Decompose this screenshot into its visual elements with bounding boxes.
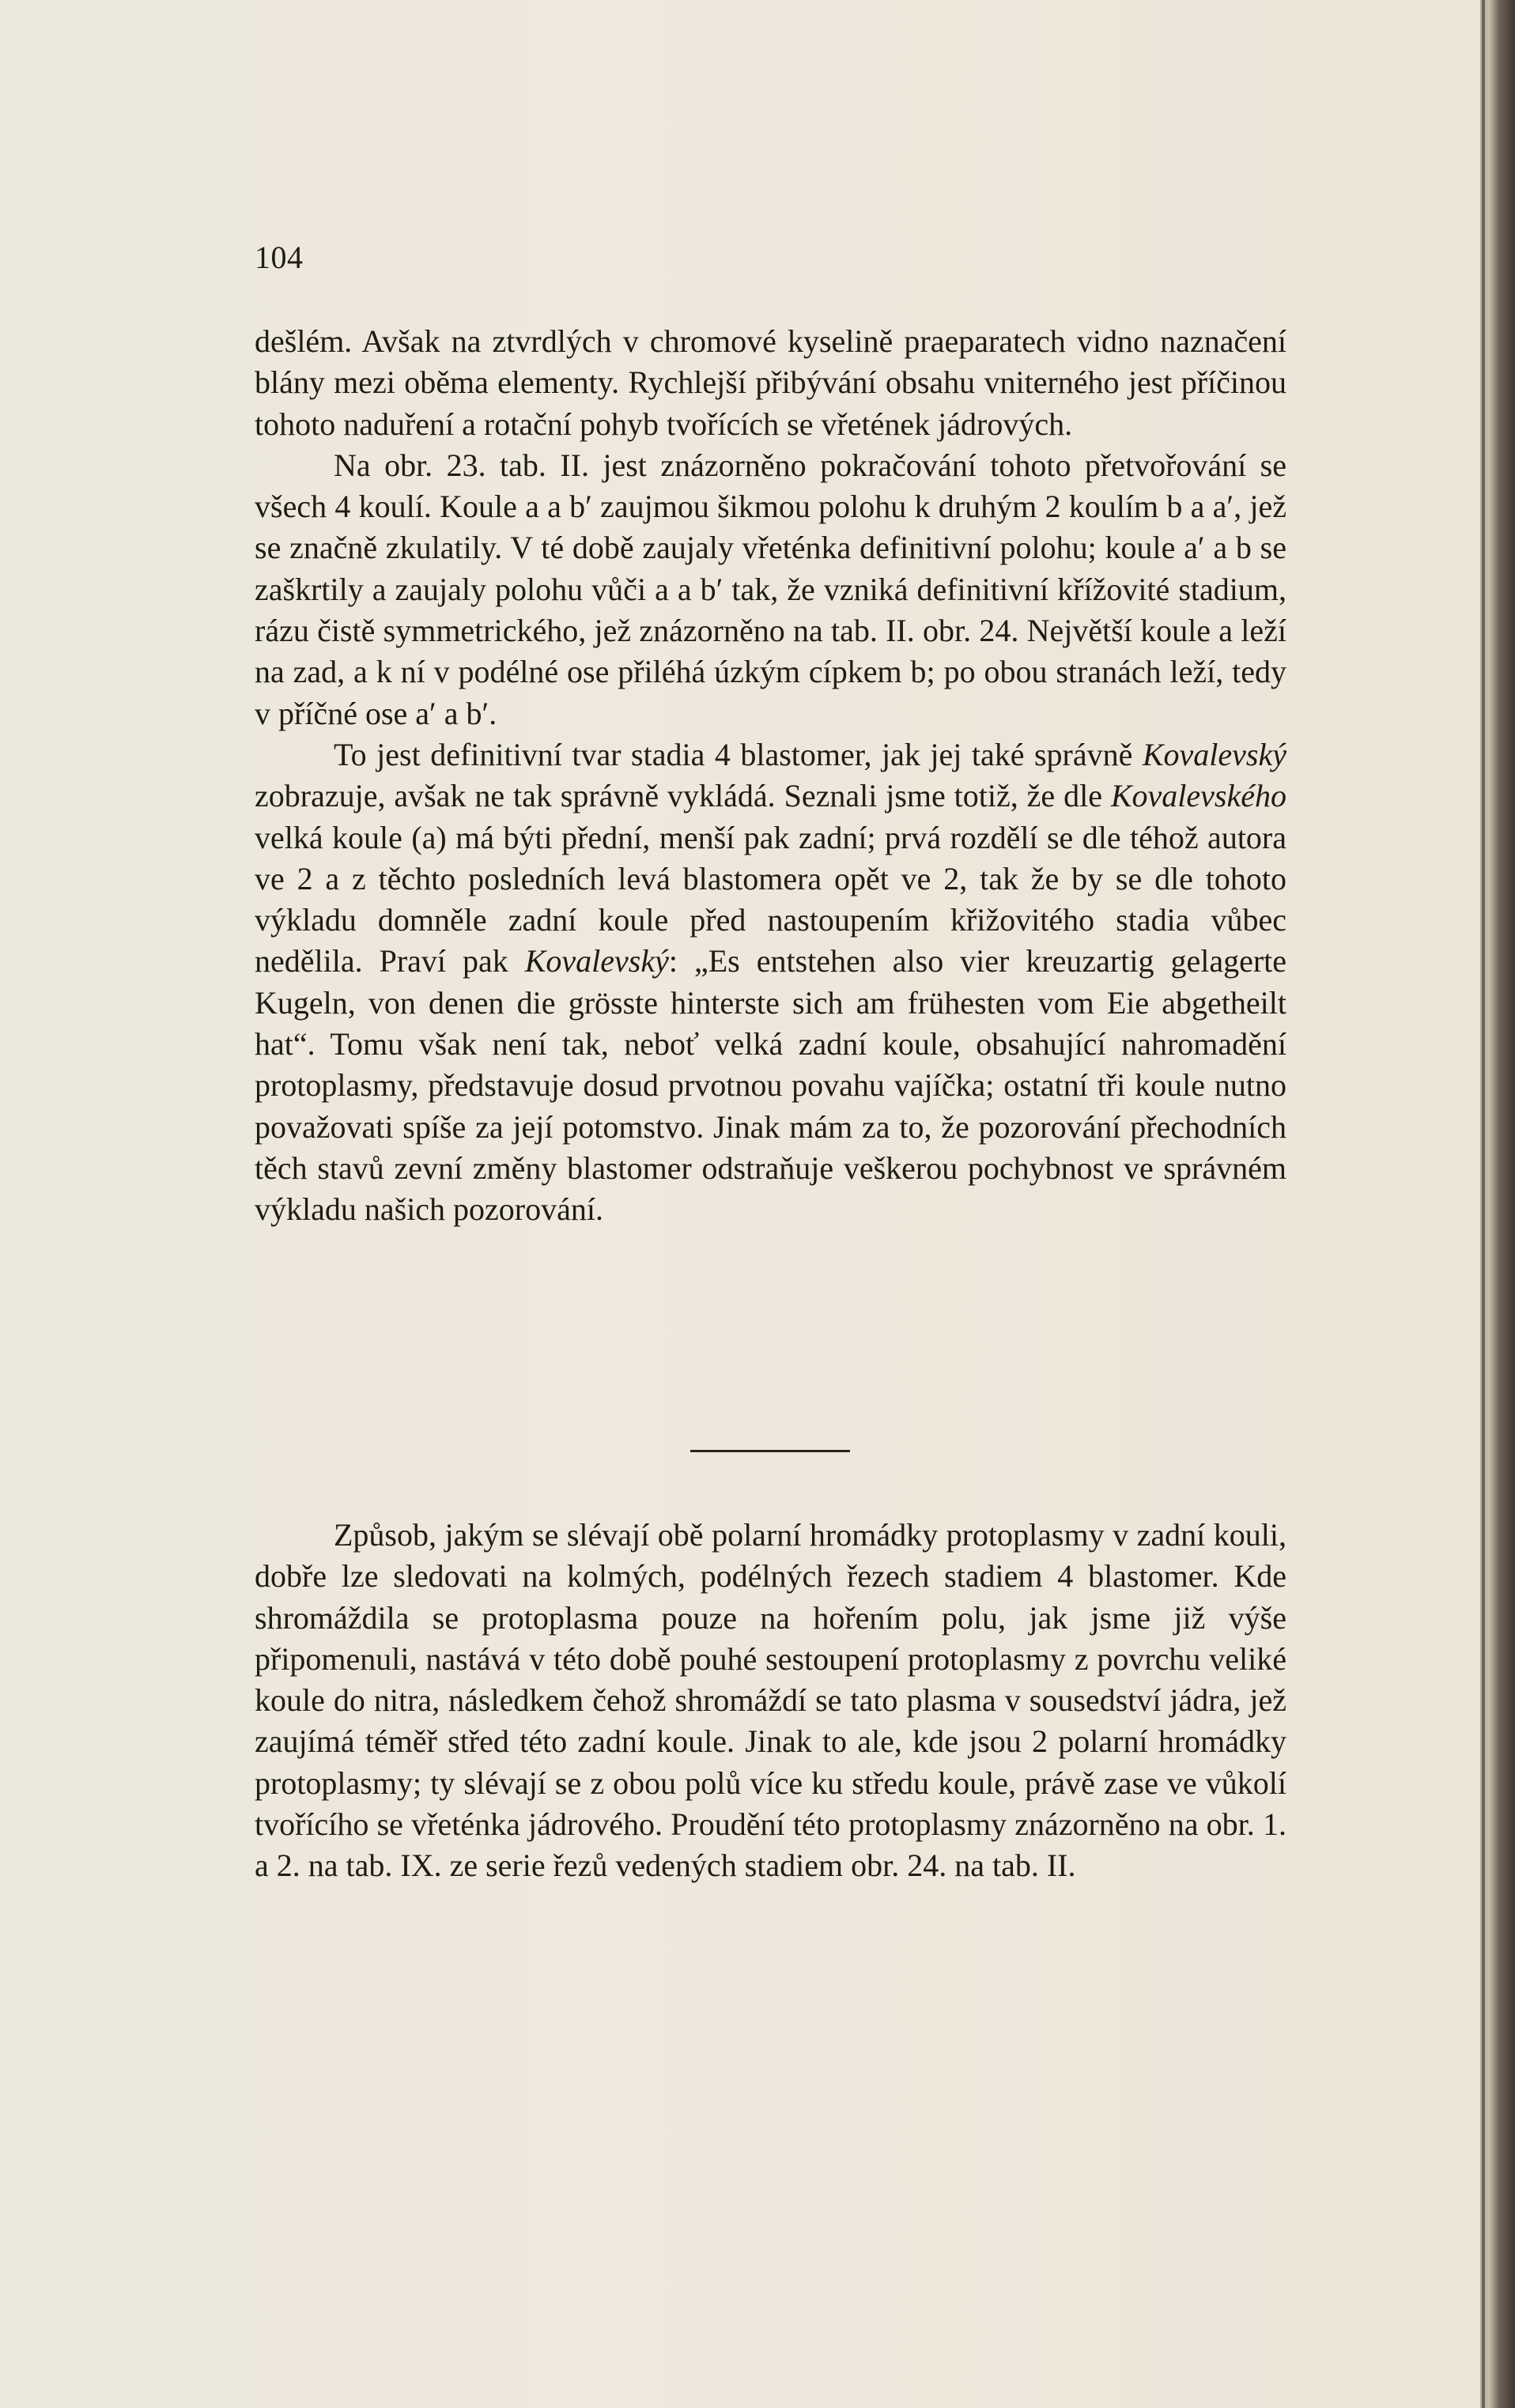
paragraph-4: Způsob, jakým se slévají obě polarní hromádky protoplasmy v zadní kouli, dobře lze sledovati na kolmých, podélných řezech stadiem 4 blastomer. Kde shromáždila se protoplasma pouze na hořením polu, jak jsme již výše připomenuli, nastává v této době pouhé sestoupení protoplasmy z povrchu veliké koule do nitra, následkem čehož shromáždí se tato plasma v sousedství jádra, jež zaujímá téměř střed této zadní koule. Jinak to ale, kde jsou 2 polarní hromádky protoplasmy; ty slévají se z obou polů více ku středu koule, právě zase ve vůkolí tvořícího se vřeténka jádrového. Proudění této protoplasmy znázorněno na obr. 1. a 2. na tab. IX. ze serie řezů vedených stadiem obr. 24. na tab. II. — [255, 1517, 1286, 1884]
author-kovalevsky-1: Kovalevský — [1142, 736, 1287, 772]
section-2 — [255, 1515, 1286, 1887]
page-number: 104 — [255, 240, 304, 275]
paragraph-3-text-d: : „Es entstehen also vier kreuzartig gelagerte Kugeln, von denen die grösste hinterste sich am frühesten vom Eie abgetheilt hat“. Tomu však není tak, neboť velká zadní koule, obsahující nahromadění protoplasmy, představuje dosud prvotnou povahu vajíčka; ostatní tři koule nutno považovati spíše za její potomstvo. Jinak mám za to, že pozorování přechodních těch stavů zevní změny blastomer odstraňuje veškerou pochybnost ve správném výkladu našich pozorování. — [255, 943, 1287, 1228]
section-divider — [690, 1450, 850, 1452]
binding-shadow-line — [1482, 0, 1485, 2408]
author-kovalevsky-2: Kovalevský — [524, 943, 669, 979]
paragraph-3-text-b: zobrazuje, avšak ne tak správně vykládá. Seznali jsme totiž, že dle — [255, 778, 1102, 814]
paragraph-1: dešlém. Avšak na ztvrdlých v chromové kyselině praeparatech vidno naznačení blány mezi oběma elementy. Rychlejší přibývání obsahu vniterného jest příčinou tohoto naduření a rotační pohyb tvořících se vřetének jádrových. — [255, 323, 1286, 442]
paragraph-3 — [255, 734, 1286, 1231]
paragraph-2: Na obr. 23. tab. II. jest znázorněno pokračování tohoto přetvořování se všech 4 koulí. Koule a a b′ zaujmou šikmou polohu k druhým 2 koulím b a a′, jež se značně zkulatily. V té době zaujaly vřeténka definitivní polohu; koule a′ a b se zaškrtily a zaujaly polohu vůči a a b′ tak, že vzniká definitivní křížovité stadium, rázu čistě symmetrického, jež znázorněno na tab. II. obr. 24. Největší koule a leží na zad, a k ní v podélné ose přiléhá úzkým cípkem b; po obou stranách leží, tedy v příčné ose a′ a b′. — [255, 447, 1286, 731]
author-kovalevskeho: Kovalevského — [1110, 778, 1286, 814]
book-binding-edge — [1480, 0, 1515, 2408]
paragraph-3-text-c: velká koule (a) má býti přední, menší pak zadní; prvá rozdělí se dle téhož autora ve 2 a z těchto posledních levá blastomera opět ve 2, tak že by se dle tohoto výkladu domněle zadní koule před nastoupením křižovitého stadia vůbec nedělila. Praví pak — [255, 819, 1286, 979]
section-1 — [255, 321, 1286, 1231]
paragraph-3-text-a: To jest definitivní tvar stadia 4 blastomer, jak jej také správně — [334, 736, 1133, 772]
